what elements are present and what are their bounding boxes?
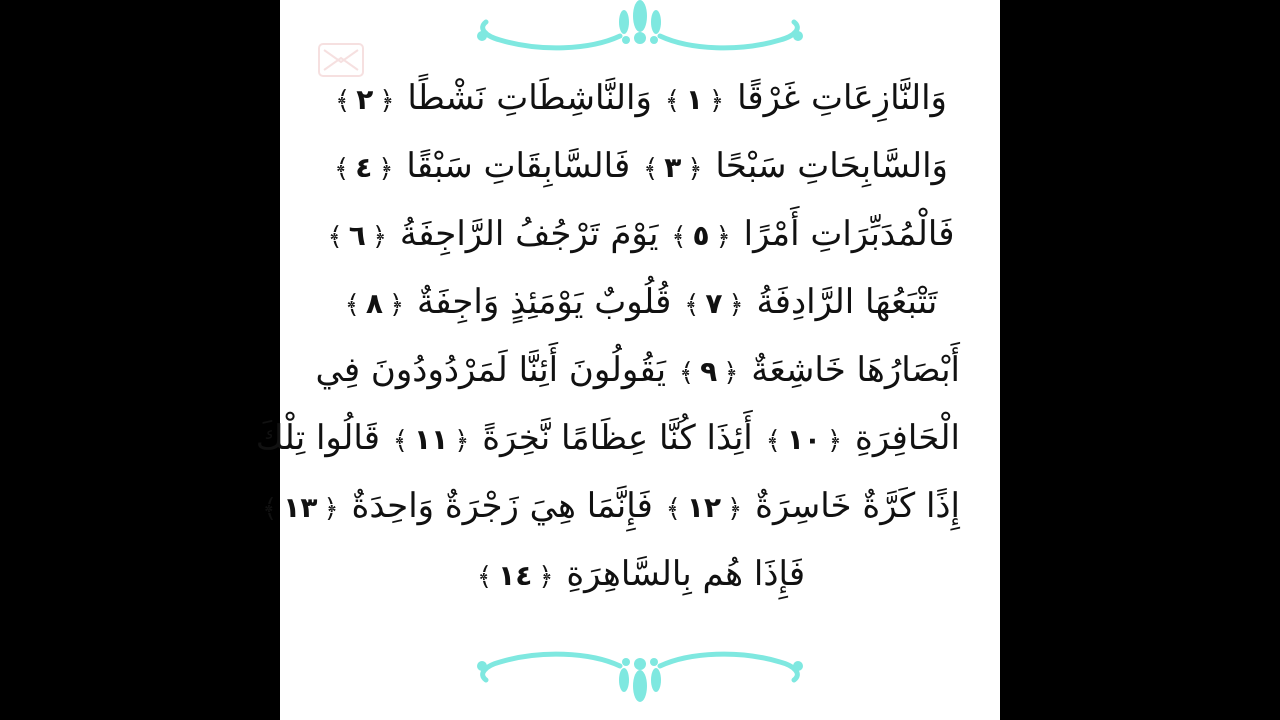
ornate-bracket-icon: ﴾	[335, 86, 351, 116]
verse-text: يَوْمَ تَرْجُفُ الرَّاجِفَةُ	[399, 214, 659, 254]
ayah-number-marker	[666, 474, 743, 543]
ayah-number-marker	[262, 474, 339, 543]
verse-text: وَالنَّاشِطَاتِ نَشْطًا	[407, 78, 652, 118]
ayah-number-marker	[477, 542, 554, 611]
ayah-number: ٩	[700, 355, 718, 388]
ayah-number-marker	[643, 134, 703, 203]
ayah-number-marker	[665, 66, 725, 135]
ornate-bracket-icon: ﴿	[454, 426, 470, 456]
ornate-bracket-icon: ﴾	[262, 494, 278, 524]
verse-line	[262, 472, 960, 540]
ayah-number: ١١	[414, 423, 449, 456]
ornate-bracket-icon: ﴿	[378, 154, 394, 184]
ornate-bracket-icon: ﴿	[687, 154, 703, 184]
ornate-bracket-icon: ﴿	[371, 222, 388, 252]
ayah-number: ٧	[705, 287, 723, 320]
ayah-number-marker	[334, 134, 394, 203]
ayah-number-marker	[393, 406, 470, 475]
verses-block	[255, 64, 960, 604]
verse-text: الْحَافِرَةِ	[855, 418, 960, 458]
verse-text: تَتْبَعُهَا الرَّادِفَةُ	[756, 282, 938, 322]
ayah-number-marker	[766, 406, 843, 475]
ornate-bracket-icon: ﴾	[671, 222, 687, 252]
ayah-number-marker	[345, 270, 405, 339]
verse-line	[320, 200, 960, 268]
ornate-bracket-icon: ﴾	[334, 154, 350, 184]
ornate-bracket-icon: ﴿	[723, 358, 739, 388]
verse-line	[320, 540, 960, 608]
ayah-number-marker	[684, 270, 744, 339]
ornate-bracket-icon: ﴿	[709, 86, 725, 116]
ornate-bracket-icon: ﴿	[388, 290, 405, 320]
ornate-bracket-icon: ﴾	[684, 290, 700, 320]
ayah-number: ١٤	[498, 559, 533, 592]
ornate-bracket-icon: ﴿	[727, 494, 743, 524]
verse-line	[320, 268, 960, 336]
verse-text: يَقُولُونَ أَئِنَّا لَمَرْدُودُونَ فِي	[315, 350, 667, 390]
ornate-bracket-icon: ﴾	[665, 494, 681, 524]
ornate-bracket-icon: ﴿	[379, 86, 395, 116]
verse-text: قَالُوا تِلْكَ	[255, 418, 380, 458]
ornate-bracket-icon: ﴾	[765, 426, 781, 456]
verse-text: قُلُوبٌ يَوْمَئِذٍ وَاجِفَةٌ	[416, 282, 672, 322]
ornate-bracket-icon: ﴾	[476, 562, 493, 592]
verse-text: وَالسَّابِحَاتِ سَبْحًا	[715, 146, 948, 186]
verse-text: فَإِذَا هُم بِالسَّاهِرَةِ	[566, 554, 806, 594]
quran-page	[255, 0, 1000, 720]
ayah-number: ١٣	[283, 491, 318, 524]
ayah-number: ١٢	[686, 491, 722, 524]
ornate-bracket-icon: ﴿	[728, 290, 744, 320]
bottom-floral-divider-icon	[470, 640, 810, 710]
ayah-number: ٨	[365, 287, 383, 320]
ayah-number: ١	[685, 83, 704, 116]
ayah-number: ٢	[356, 83, 374, 116]
ornate-bracket-icon: ﴿	[827, 426, 843, 456]
ornate-bracket-icon: ﴾	[392, 426, 408, 456]
ayah-number: ٣	[664, 151, 682, 184]
ayah-number-marker	[328, 202, 388, 271]
top-floral-divider-icon	[470, 0, 810, 62]
ayah-number-marker	[671, 202, 731, 271]
ornate-bracket-icon: ﴾	[344, 290, 360, 320]
verse-text: وَالنَّازِعَاتِ غَرْقًا	[737, 78, 947, 118]
ornate-bracket-icon: ﴿	[323, 494, 339, 524]
verse-line	[315, 336, 960, 404]
ayah-number: ٦	[348, 219, 366, 252]
verse-text: أَبْصَارُهَا خَاشِعَةٌ	[751, 350, 960, 390]
ornate-bracket-icon: ﴾	[664, 86, 680, 116]
ornate-bracket-icon: ﴾	[678, 358, 695, 388]
verse-line	[320, 64, 960, 132]
verse-text: أَئِذَا كُنَّا عِظَامًا نَّخِرَةً	[482, 418, 753, 458]
ayah-number-marker	[335, 66, 395, 135]
verse-text: فَالْمُدَبِّرَاتِ أَمْرًا	[743, 214, 955, 254]
verse-text: إِذًا كَرَّةٌ خَاسِرَةٌ	[755, 486, 960, 526]
ornate-bracket-icon: ﴿	[538, 562, 554, 592]
ornate-bracket-icon: ﴾	[643, 154, 659, 184]
verse-text: فَالسَّابِقَاتِ سَبْقًا	[406, 146, 631, 186]
ayah-number: ٤	[355, 151, 373, 184]
ornate-bracket-icon: ﴿	[715, 222, 731, 252]
verse-line	[320, 132, 960, 200]
ayah-number: ١٠	[786, 423, 821, 456]
verse-text: فَإِنَّمَا هِيَ زَجْرَةٌ وَاحِدَةٌ	[351, 486, 653, 526]
verse-line	[255, 404, 960, 472]
ornate-bracket-icon: ﴾	[327, 222, 343, 252]
ayah-number-marker	[679, 338, 739, 407]
ayah-number: ٥	[692, 219, 710, 252]
